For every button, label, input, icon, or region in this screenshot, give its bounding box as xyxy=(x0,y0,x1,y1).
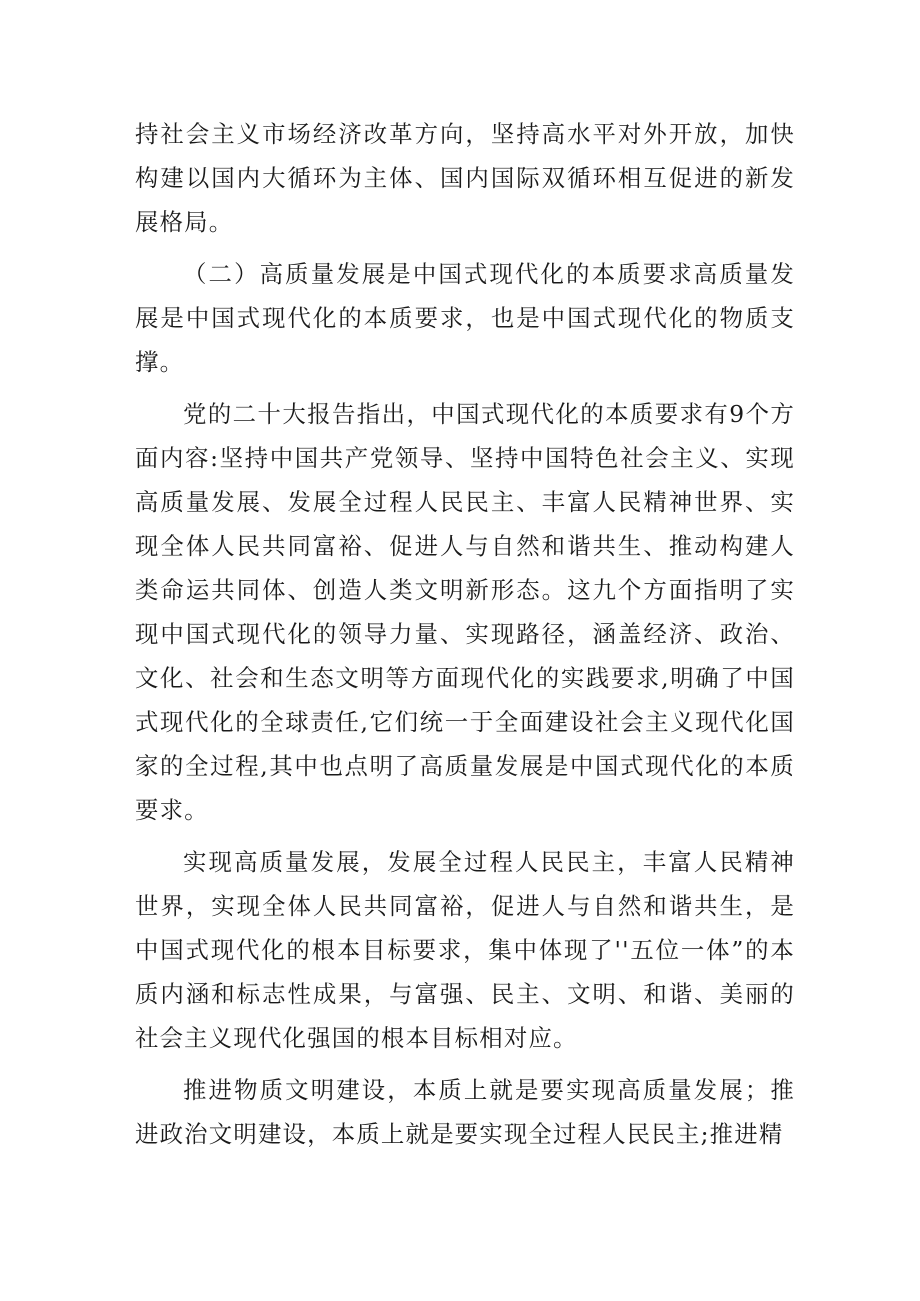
section-heading-paragraph: （二）高质量发展是中国式现代化的本质要求高质量发展是中国式现代化的本质要求，也是中国式现代化的物质支撑。 xyxy=(135,260,795,376)
document-body xyxy=(135,112,795,1164)
paragraph-fundamental-goals: 实现高质量发展，发展全过程人民民主，丰富人民精神世界，实现全体人民共同富裕，促进人与自然和谐共生，是中国式现代化的根本目标要求，集中体现了''五位一体”的本质内涵和标志性成果，与富强、民主、文明、和谐、美丽的社会主义现代化强国的根本目标相对应。 xyxy=(135,848,795,1052)
paragraph-civilization-construction: 推进物质文明建设，本质上就是要实现高质量发展；推进政治文明建设，本质上就是要实现全过程人民民主;推进精 xyxy=(135,1076,795,1148)
paragraph-continuation: 持社会主义市场经济改革方向，坚持高水平对外开放，加快构建以国内大循环为主体、国内国际双循环相互促进的新发展格局。 xyxy=(135,120,795,236)
paragraph-essential-requirements: 党的二十大报告指出，中国式现代化的本质要求有9个方面内容:坚持中国共产党领导、坚持中国特色社会主义、实现高质量发展、发展全过程人民民主、丰富人民精神世界、实现全体人民共同富裕、促进人与自然和谐共生、推动构建人类命运共同体、创造人类文明新形态。这九个方面指明了实现中国式现代化的领导力量、实现路径，涵盖经济、政治、文化、社会和生态文明等方面现代化的实践要求,明确了中国式现代化的全球责任,它们统一于全面建设社会主义现代化国家的全过程,其中也点明了高质量发展是中国式现代化的本质要求。 xyxy=(135,400,795,824)
